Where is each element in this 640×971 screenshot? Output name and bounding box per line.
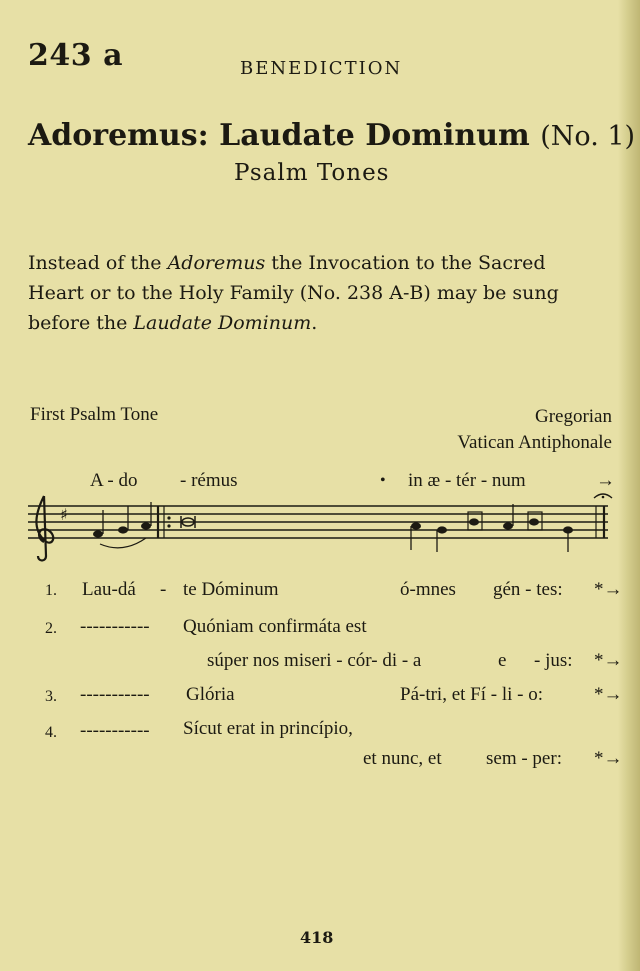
verse-text: -----------	[80, 720, 150, 741]
verse-text: gén - tes:	[493, 579, 563, 600]
verse-text: e	[498, 650, 507, 671]
verse-end-marker: *→	[594, 650, 623, 671]
verse-text: Lau-dá	[82, 579, 136, 600]
hymn-title-suffix: (No. 1)	[540, 121, 636, 152]
instruction-line-3: before the Laudate Dominum.	[28, 312, 318, 334]
lyric-adoremus-2: - rémus	[180, 470, 238, 491]
lyric-in-aeternum: in æ - tér - num	[408, 470, 526, 491]
verse-text: ó-mnes	[400, 579, 456, 600]
hymn-subtitle: Psalm Tones	[234, 160, 390, 186]
verse-text: Pá-tri, et Fí - li - o:	[400, 684, 544, 705]
instruction-paragraph	[28, 248, 613, 338]
hymn-number: 243 a	[28, 38, 124, 73]
lyric-adoremus-1: A - do	[90, 470, 138, 491]
tone-source-line-2: Vatican Antiphonale	[457, 432, 612, 453]
verse-end-marker: *→	[594, 579, 623, 600]
hymn-title-main: Adoremus: Laudate Dominum	[28, 118, 530, 153]
page-number: 418	[300, 928, 334, 947]
music-staff	[28, 492, 613, 562]
sharp-icon: ♯	[60, 505, 68, 524]
lyric-dot: •	[380, 472, 386, 489]
verse-text: súper nos miseri - cór- di - a	[207, 650, 422, 671]
hymn-title	[28, 118, 635, 153]
verse-text: -----------	[80, 616, 150, 637]
verse-text: -----------	[80, 684, 150, 705]
instruction-line-2: Heart or to the Holy Family (No. 238 A-B) may be sung	[28, 282, 559, 304]
verse-text: te Dóminum	[183, 579, 279, 600]
verse-number: 1.	[45, 582, 57, 599]
verse-number: 3.	[45, 688, 57, 705]
verse-text: Sícut erat in princípio,	[183, 718, 353, 739]
lyric-arrow: →	[596, 470, 615, 491]
verse-text: - jus:	[534, 650, 573, 671]
verse-number: 2.	[45, 620, 57, 637]
verse-text: Quóniam confirmáta est	[183, 616, 367, 637]
verse-text: et nunc, et	[363, 748, 442, 769]
verse-text: Glória	[186, 684, 235, 705]
verse-number: 4.	[45, 724, 57, 741]
verse-text: -	[160, 579, 167, 600]
tone-source-line-1: Gregorian	[534, 406, 612, 427]
intonation-notes	[93, 502, 151, 548]
tone-name: First Psalm Tone	[30, 404, 159, 425]
verse-text: sem - per:	[486, 748, 562, 769]
tone-source	[457, 404, 612, 456]
instruction-line-1: Instead of the Adoremus the Invocation to the Sacred	[28, 252, 546, 274]
mediant-notes	[411, 504, 573, 552]
verse-end-marker: *→	[594, 748, 623, 769]
verse-end-marker: *→	[594, 684, 623, 705]
section-title: BENEDICTION	[240, 58, 403, 79]
